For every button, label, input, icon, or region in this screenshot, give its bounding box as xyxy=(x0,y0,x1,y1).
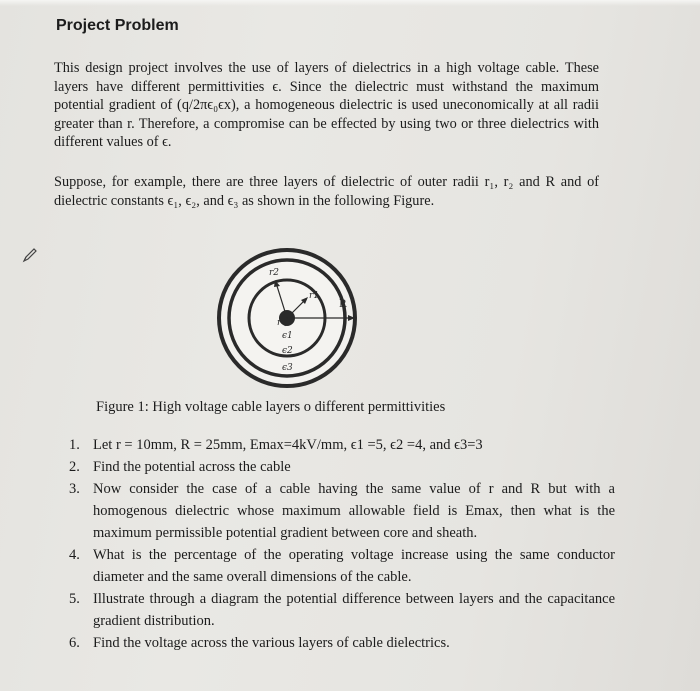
label-r1: r1 xyxy=(309,291,320,301)
pen-cursor-icon xyxy=(22,247,38,263)
label-r: r xyxy=(277,318,282,328)
list-item: 6. Find the voltage across the various layers of cable dielectrics. xyxy=(69,635,450,651)
label-eps3: ϵ3 xyxy=(282,363,293,373)
list-item: 4. What is the percentage of the operating voltage increase using the same conductor diameter and the same overall dimensions of the cable. xyxy=(69,547,615,585)
list-item: 3. Now consider the case of a cable having the same value of r and R but with a homogenous dielectric whose maximum allowable field is Emax, then what is the maximum permissible potential gradient between core and sheath. xyxy=(69,481,615,541)
label-eps2: ϵ2 xyxy=(282,346,293,356)
label-r2: r2 xyxy=(269,268,280,278)
list-item: 1. Let r = 10mm, R = 25mm, Emax=4kV/mm, ϵ1 =5, ϵ2 =4, and ϵ3=3 xyxy=(69,437,483,453)
list-item: 2. Find the potential across the cable xyxy=(69,459,291,475)
label-eps1: ϵ1 xyxy=(282,331,293,341)
label-R: R xyxy=(339,299,347,310)
cable-cross-section-diagram xyxy=(215,246,360,391)
setup-paragraph: Suppose, for example, there are three layers of dielectric of outer radii r₁, r₂ and R and of dielectric constants ϵ₁, ϵ₂, and ϵ₃ as shown in the following Figure. xyxy=(54,174,599,209)
intro-paragraph: This design project involves the use of layers of dielectrics in a high voltage cable. These layers have different permittivities ϵ. Since the dielectric must withstand the maximum potential gradient of (q/2πϵ₀ϵx), a homogeneous dielectric is used uneconomically at all radii greater than r. Therefore, a compromise can be effected by using two or three dielectrics with different values of ϵ. xyxy=(54,60,599,150)
paper-edge xyxy=(0,0,700,6)
list-item: 5. Illustrate through a diagram the potential difference between layers and the capacitance gradient distribution. xyxy=(69,591,615,629)
figure-caption: Figure 1: High voltage cable layers o different permittivities xyxy=(96,399,446,415)
question-list xyxy=(60,434,615,654)
page-title: Project Problem xyxy=(56,17,179,34)
